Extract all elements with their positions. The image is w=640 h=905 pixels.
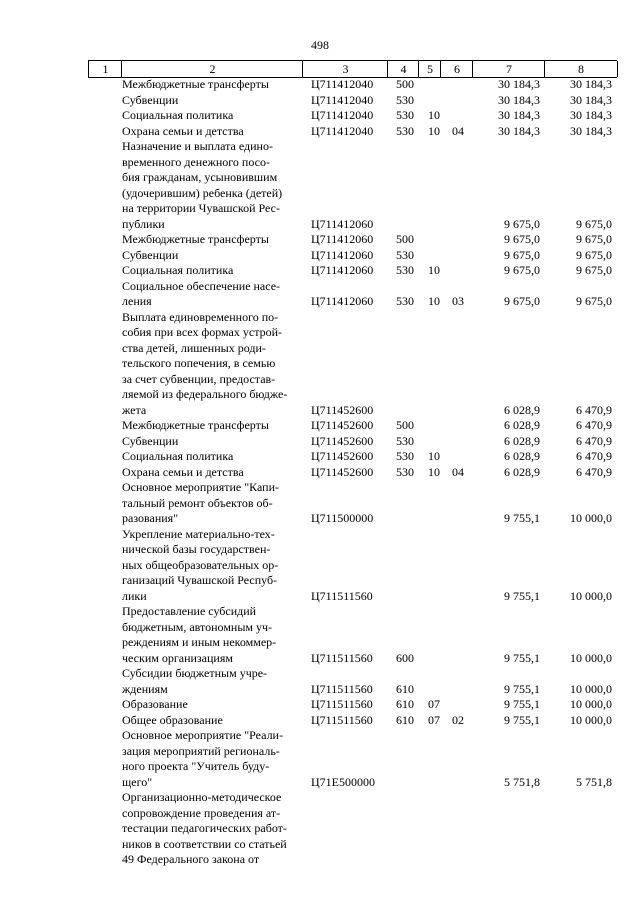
row-description — [122, 728, 304, 790]
row-description — [122, 790, 304, 868]
row-expense-type: 530 — [396, 108, 414, 122]
table-row — [0, 604, 640, 666]
row-code: Ц711452600 — [311, 433, 374, 448]
table-row — [0, 263, 640, 279]
row-subsection: 04 — [452, 464, 464, 479]
row-description — [122, 527, 304, 605]
row-code: Ц711511560 — [311, 681, 373, 696]
row-amount-col7: 6 028,9 — [504, 449, 540, 463]
description-line: Общее образование — [122, 712, 223, 727]
description-line: ления — [122, 294, 152, 308]
row-amount-col8: 5 751,8 — [576, 774, 612, 789]
row-amount-col7: 6 028,9 — [504, 433, 540, 448]
page-number: 498 — [311, 38, 329, 52]
row-description — [122, 666, 304, 697]
description-line: ного проекта "Учитель буду- — [122, 759, 270, 773]
description-line: Межбюджетные трансферты — [122, 232, 269, 246]
row-description — [122, 697, 304, 713]
description-line: Субсидии бюджетным учре- — [122, 666, 268, 680]
row-section: 07 — [428, 712, 440, 727]
row-code: Ц711412040 — [311, 92, 374, 107]
row-description — [122, 418, 304, 434]
row-amount-col7: 6 028,9 — [504, 402, 540, 417]
row-amount-col8: 30 184,3 — [570, 123, 612, 138]
row-code: Ц711452600 — [311, 449, 374, 463]
table-body — [0, 77, 640, 868]
description-line: Межбюджетные трансферты — [122, 77, 269, 91]
row-expense-type: 530 — [396, 464, 414, 479]
header-col-5: 5 — [418, 61, 441, 77]
description-line: Субвенции — [122, 433, 179, 448]
description-line: Охрана семьи и детства — [122, 123, 244, 138]
row-description — [122, 232, 304, 248]
row-expense-type: 610 — [396, 697, 414, 711]
row-expense-type: 500 — [396, 418, 414, 432]
row-amount-col7: 9 675,0 — [504, 263, 540, 277]
row-amount-col7: 30 184,3 — [498, 77, 540, 91]
table-row — [0, 728, 640, 790]
row-amount-col7: 30 184,3 — [498, 92, 540, 107]
description-line: Образование — [122, 697, 188, 711]
row-amount-col7: 9 755,1 — [504, 681, 540, 696]
row-amount-col8: 30 184,3 — [570, 92, 612, 107]
row-description — [122, 434, 304, 450]
row-code: Ц711452600 — [311, 464, 374, 479]
row-amount-col8: 6 470,9 — [576, 433, 612, 448]
row-amount-col8: 6 470,9 — [576, 402, 612, 417]
row-amount-col7: 9 675,0 — [504, 216, 540, 231]
row-amount-col7: 9 755,1 — [504, 588, 540, 603]
row-description — [122, 77, 304, 93]
row-code: Ц711412060 — [311, 232, 374, 246]
table-row — [0, 465, 640, 481]
header-col-7: 7 — [472, 61, 545, 77]
row-amount-col7: 9 755,1 — [504, 650, 540, 665]
description-line: ников в соответствии со статьей — [122, 836, 287, 851]
row-expense-type: 600 — [396, 650, 414, 665]
row-amount-col7: 5 751,8 — [504, 774, 540, 789]
row-subsection: 02 — [452, 712, 464, 727]
row-amount-col7: 6 028,9 — [504, 418, 540, 432]
row-code: Ц711452600 — [311, 418, 374, 432]
description-line: публики — [122, 216, 165, 231]
description-line: Социальное обеспечение насе- — [122, 278, 281, 293]
description-line: Социальная политика — [122, 263, 234, 277]
row-section: 10 — [428, 263, 440, 277]
row-amount-col7: 30 184,3 — [498, 108, 540, 122]
description-line: ства детей, лишенных роди- — [122, 340, 266, 355]
description-line: ных общеобразовательных ор- — [122, 557, 279, 572]
description-line: ганизаций Чувашской Респуб- — [122, 573, 278, 587]
row-code: Ц711511560 — [311, 712, 373, 727]
row-expense-type: 530 — [396, 263, 414, 277]
table-row — [0, 527, 640, 605]
header-col-6: 6 — [440, 61, 473, 77]
table-header — [88, 60, 617, 78]
row-amount-col7: 30 184,3 — [498, 123, 540, 138]
description-line: собия при всех формах устрой- — [122, 325, 283, 339]
row-amount-col8: 9 675,0 — [576, 232, 612, 246]
description-line: щего" — [122, 774, 153, 789]
row-subsection: 04 — [452, 123, 464, 138]
description-line: (удочерившим) ребенка (детей) — [122, 185, 283, 200]
row-description — [122, 139, 304, 232]
description-line: Основное мероприятие "Капи- — [122, 480, 280, 494]
table-row — [0, 77, 640, 93]
table-row — [0, 108, 640, 124]
description-line: сопровождение проведения ат- — [122, 805, 281, 820]
description-line: Субвенции — [122, 92, 179, 107]
description-line: Основное мероприятие "Реали- — [122, 728, 283, 742]
row-description — [122, 124, 304, 140]
row-amount-col7: 9 675,0 — [504, 294, 540, 308]
description-line: тельского попечения, в семью — [122, 356, 276, 370]
row-amount-col7: 9 675,0 — [504, 232, 540, 246]
row-amount-col8: 30 184,3 — [570, 77, 612, 91]
row-expense-type: 500 — [396, 77, 414, 91]
row-amount-col8: 30 184,3 — [570, 108, 612, 122]
row-amount-col8: 6 470,9 — [576, 449, 612, 463]
row-section: 10 — [428, 449, 440, 463]
row-amount-col8: 10 000,0 — [570, 697, 612, 711]
description-line: ческим организациям — [122, 650, 233, 665]
row-amount-col8: 9 675,0 — [576, 263, 612, 277]
row-description — [122, 480, 304, 527]
row-code: Ц711412040 — [311, 123, 374, 138]
row-amount-col7: 9 755,1 — [504, 712, 540, 727]
table-row — [0, 697, 640, 713]
row-amount-col8: 9 675,0 — [576, 294, 612, 308]
row-amount-col8: 10 000,0 — [570, 712, 612, 727]
description-line: Социальная политика — [122, 108, 234, 122]
row-code: Ц711412060 — [311, 263, 374, 277]
table-row — [0, 124, 640, 140]
header-col-2: 2 — [121, 61, 303, 77]
header-col-4: 4 — [387, 61, 419, 77]
description-line: бия гражданам, усыновившим — [122, 170, 278, 184]
row-expense-type: 500 — [396, 232, 414, 246]
header-col-1: 1 — [88, 61, 122, 77]
row-code: Ц71Е500000 — [311, 774, 375, 789]
table-row — [0, 232, 640, 248]
table-row — [0, 248, 640, 264]
row-amount-col8: 6 470,9 — [576, 418, 612, 432]
row-amount-col8: 10 000,0 — [570, 588, 612, 603]
table-row — [0, 480, 640, 527]
row-subsection: 03 — [452, 294, 464, 308]
row-code: Ц711412060 — [311, 216, 374, 231]
description-line: Назначение и выплата едино- — [122, 139, 273, 153]
row-description — [122, 263, 304, 279]
row-amount-col8: 10 000,0 — [570, 511, 612, 525]
row-description — [122, 449, 304, 465]
description-line: тестации педагогических работ- — [122, 821, 287, 835]
row-amount-col7: 9 755,1 — [504, 511, 540, 525]
row-expense-type: 530 — [396, 433, 414, 448]
description-line: Межбюджетные трансферты — [122, 418, 269, 432]
row-description — [122, 604, 304, 666]
row-expense-type: 530 — [396, 92, 414, 107]
description-line: лики — [122, 588, 147, 603]
table-row — [0, 449, 640, 465]
description-line: зация мероприятий региональ- — [122, 743, 280, 758]
row-description — [122, 108, 304, 124]
row-amount-col7: 9 755,1 — [504, 697, 540, 711]
row-expense-type: 610 — [396, 681, 414, 696]
description-line: на территории Чувашской Рес- — [122, 201, 280, 215]
description-line: тальный ремонт объектов об- — [122, 495, 273, 510]
row-section: 10 — [428, 464, 440, 479]
row-amount-col7: 6 028,9 — [504, 464, 540, 479]
table-row — [0, 434, 640, 450]
header-col-8: 8 — [544, 61, 618, 77]
row-section: 10 — [428, 123, 440, 138]
row-expense-type: 530 — [396, 123, 414, 138]
description-line: Предоставление субсидий — [122, 604, 257, 618]
row-description — [122, 248, 304, 264]
description-line: ляемой из федерального бюдже- — [122, 387, 288, 401]
description-line: Охрана семьи и детства — [122, 464, 244, 479]
row-code: Ц711500000 — [311, 511, 374, 525]
row-code: Ц711412060 — [311, 294, 374, 308]
row-section: 07 — [428, 697, 440, 711]
row-amount-col8: 10 000,0 — [570, 681, 612, 696]
table-row — [0, 310, 640, 419]
row-amount-col8: 9 675,0 — [576, 247, 612, 262]
table-row — [0, 790, 640, 868]
row-description — [122, 93, 304, 109]
table-row — [0, 93, 640, 109]
row-expense-type: 530 — [396, 294, 414, 308]
row-expense-type: 530 — [396, 449, 414, 463]
row-description — [122, 279, 304, 310]
description-line: за счет субвенции, предостав- — [122, 371, 276, 386]
table-row — [0, 666, 640, 697]
description-line: реждениям и иным некоммер- — [122, 635, 277, 649]
row-code: Ц711511560 — [311, 588, 373, 603]
row-code: Ц711511560 — [311, 697, 373, 711]
row-description — [122, 465, 304, 481]
description-line: Социальная политика — [122, 449, 234, 463]
table-row — [0, 713, 640, 729]
description-line: бюджетным, автономным уч- — [122, 619, 273, 634]
row-amount-col7: 9 675,0 — [504, 247, 540, 262]
row-code: Ц711412040 — [311, 108, 374, 122]
description-line: Укрепление материально-тех- — [122, 526, 275, 541]
description-line: Организационно-методическое — [122, 790, 282, 804]
row-amount-col8: 6 470,9 — [576, 464, 612, 479]
row-amount-col8: 10 000,0 — [570, 650, 612, 665]
description-line: Выплата единовременного по- — [122, 309, 279, 324]
description-line: жета — [122, 402, 147, 417]
row-expense-type: 610 — [396, 712, 414, 727]
row-amount-col8: 9 675,0 — [576, 216, 612, 231]
table-row — [0, 279, 640, 310]
description-line: 49 Федерального закона от — [122, 852, 260, 866]
row-code: Ц711511560 — [311, 650, 373, 665]
description-line: временного денежного посо- — [122, 154, 270, 169]
row-section: 10 — [428, 294, 440, 308]
row-code: Ц711412060 — [311, 247, 374, 262]
row-section: 10 — [428, 108, 440, 122]
row-expense-type: 530 — [396, 247, 414, 262]
description-line: разования" — [122, 511, 179, 525]
header-col-3: 3 — [302, 61, 388, 77]
description-line: ждениям — [122, 681, 168, 696]
row-code: Ц711412040 — [311, 77, 374, 91]
table-row — [0, 139, 640, 232]
row-code: Ц711452600 — [311, 402, 374, 417]
table-row — [0, 418, 640, 434]
description-line: Субвенции — [122, 247, 179, 262]
row-description — [122, 310, 304, 419]
description-line: нической базы государствен- — [122, 542, 271, 556]
row-description — [122, 713, 304, 729]
